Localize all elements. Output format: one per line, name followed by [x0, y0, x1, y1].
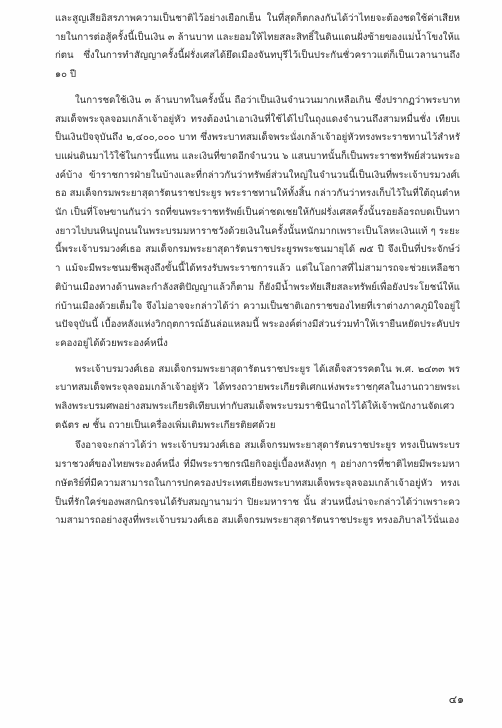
paragraph-indemnity: ในการชดใช้เงิน ๓ ล้านบาทในครั้งนั้น ถือว่าเป็นเงินจำนวนมากเหลือเกิน ซึ่งปรากฏว่าพระบาทสมเด็จพระจุลจอมเกล้าเจ้าอยู่หัว ทรงต้องนำเอาเงินที่ใช้ได้ไปในถุงแดงจำนวนถึงสามหมื่นชั่ง เทียบเป็นเงินปัจจุบันถึง ๒,๔๐๐,๐๐๐ บาท ซึ่งพระบาทสมเด็จพระนั่งเกล้าเจ้าอยู่หัวทรงพระราชทานไว้สำหรับแผ่นดินมาไว้ใช้ในการนี้แทน และเงินที่ขาดอีกจำนวน ๖ แสนบาทนั้นก็เป็นพระราชทรัพย์ส่วนพระองค์บ้าง ข้าราชการฝ่ายในบ้างและที่กล่าวกันว่าทรัพย์ส่วนใหญ่ในจำนวนนี้เป็นเงินที่พระเจ้าบรมวงศ์เธอ สมเด็จกรมพระยาสุดารัตนราชประยูร พระราชทานให้ทั้งสิ้น กล่าวกันว่าทรงเก็บไว้ในที่ใต้ถุนตำหนัก เป็นที่โจษขานกันว่า รถที่ขนพระราชทรัพย์เป็นค่าชดเชยให้กับฝรั่งเศสครั้งนั้นรอยล้อรถบดเป็นทางยาวไปบนหินปูถนนในพระบรมมหาราชวังด้วยเงินในครั้งนั้นหนักมากเพราะเป็นโลหะเงินแท้ ๆ ระยะนี้พระเจ้าบรมวงศ์เธอ สมเด็จกรมพระยาสุดารัตนราชประยูรพระชนมายุได้ ๗๕ ปี จึงเป็นที่ประจักษ์ว่า แม้จะมีพระชนมชีพสูงถึงขั้นนี้ได้ทรงรับพระราชการแล้ว แต่ในโอกาสที่ไม่สามารถจะช่วยเหลือชาติบ้านเมืองทางด้านพละกำลังสติปัญญาแล้วก็ตาม ก็ยังมีน้ำพระทัยเสียสละทรัพย์เพื่อยังประโยชน์ให้แก่บ้านเมืองด้วยเต็มใจ จึงไม่อาจจะกล่าวได้ว่า ความเป็นชาติเอกราชของไทยที่เราต่างภาคภูมิใจอยู่ในปัจจุบันนี้ เบื้องหลังแห่งวิกฤตการณ์อันล่อแหลมนี้ พระองค์ต่างมีส่วนร่วมทำให้เรายืนหยัดประคับประคองอยู่ได้ด้วยพระองค์หนึ่ง: [55, 94, 460, 349]
paragraph-conclusion: จึงอาจจะกล่าวได้ว่า พระเจ้าบรมวงศ์เธอ สมเด็จกรมพระยาสุดารัตนราชประยูร ทรงเป็นพระบรมราชวงศ์ของไทยพระองค์หนึ่ง ที่มีพระราชกรณียกิจอยู่เบื้องหลังทุก ๆ อย่างการที่ชาติไทยมีพระมหากษัตริย์ที่มีความสามารถในการปกครองประเทศเยี่ยงพระบาทสมเด็จพระจุลจอมเกล้าเจ้าอยู่หัว ทรงเป็นที่รักใคร่ของพสกนิกรจนได้รับสมญานามว่า ปิยะมหาราช นั้น ส่วนหนึ่งน่าจะกล่าวได้ว่าเพราะความสามารถอย่างสูงที่พระเจ้าบรมวงศ์เธอ สมเด็จกรมพระยาสุดารัตนราชประยูร ทรงอภิบาลไว้นั่นเอง: [55, 440, 460, 527]
paragraph-continuation: และสูญเสียอิสรภาพความเป็นชาติไว้อย่างเยือกเย็น ในที่สุดก็ตกลงกันได้ว่าไทยจะต้องชดใช้ค่าเสียหายในการต่อสู้ครั้งนี้เป็นเงิน ๓ ล้านบาท และยอมให้ไทยสละสิทธิ์ในดินแดนฝั่งซ้ายของแม่น้ำโขงให้แก่ตน ซึ่งในการทำสัญญาครั้งนี้ฝรั่งเศสได้ยึดเมืองจันทบุรีไว้เป็นประกันชั่วคราวแต่ก็เป็นเวลานานถึง ๑๐ ปี: [55, 13, 460, 81]
body-text: [55, 10, 460, 533]
page-number: ๔๑: [448, 693, 464, 706]
paragraph-funeral: พระเจ้าบรมวงศ์เธอ สมเด็จกรมพระยาสุดารัตนราชประยูร ได้เสด็จสวรรคตใน พ.ศ. ๒๔๓๓ พระบาทสมเด็จพระจุลจอมเกล้าเจ้าอยู่หัว ได้ทรงถวายพระเกียรติเศกแห่งพระราชกุศลในงานถวายพระเพลิงพระบรมศพอย่างสมพระเกียรติเทียบเท่ากับสมเด็จพระบรมราชินีนาถไว้ได้ให้เจ้าพนักงานจัดเศวตฉัตร ๗ ชั้น ถวายเป็นเครื่องเพิ่มเติมพระเกียรติยศด้วย: [55, 363, 460, 431]
